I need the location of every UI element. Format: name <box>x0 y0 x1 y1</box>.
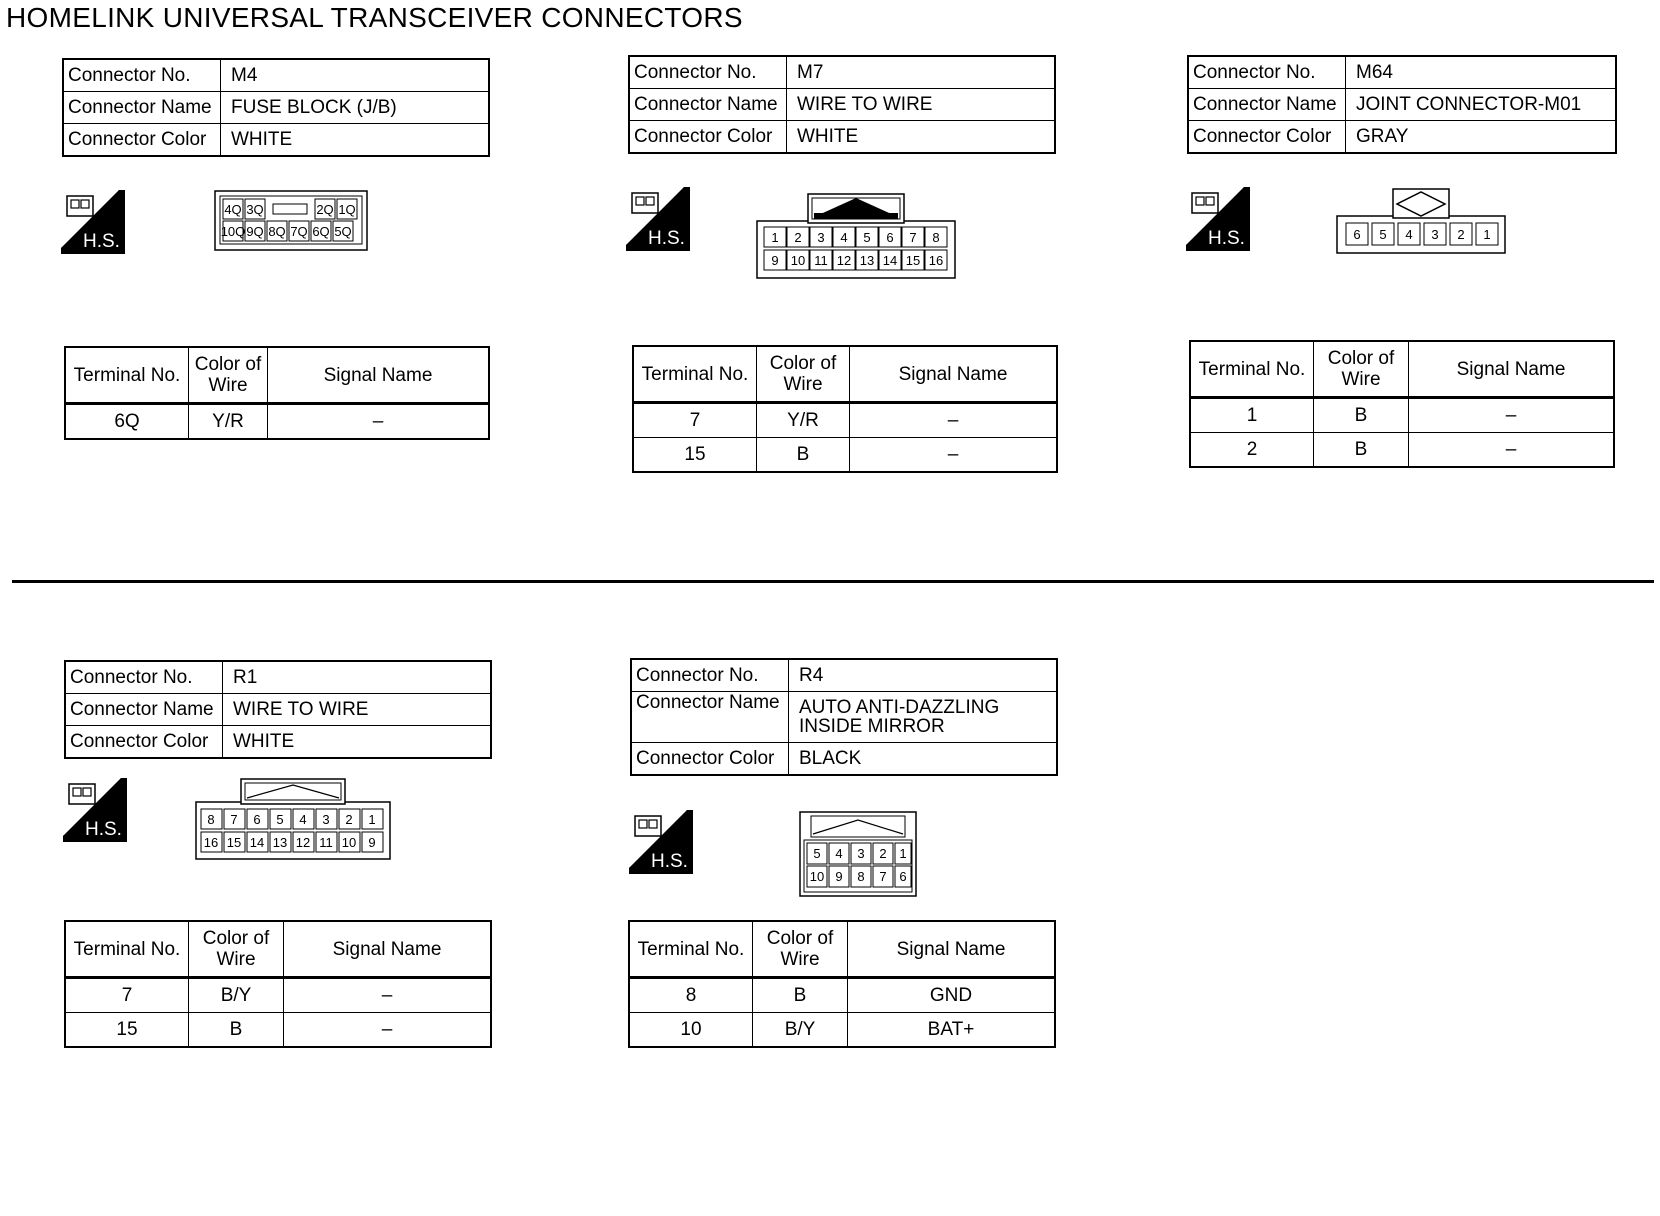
wire-color-header: Color of Wire <box>757 346 850 403</box>
terminal-table <box>64 920 492 1048</box>
connector-info-table <box>628 55 1056 154</box>
pin-label: 14 <box>249 835 265 850</box>
signal-name-cell: – <box>268 404 490 440</box>
terminal-no-cell: 7 <box>633 403 757 438</box>
pin-label: 1 <box>1483 227 1491 242</box>
signal-name-cell: – <box>1409 398 1615 433</box>
pin-label: 4 <box>835 846 843 861</box>
wire-color-cell: B/Y <box>189 978 284 1013</box>
pin-label: 9 <box>771 253 779 268</box>
connector-no-value: R1 <box>223 661 492 694</box>
terminal-no-cell: 1 <box>1190 398 1314 433</box>
connector-name-label: Connector Name <box>631 692 789 743</box>
wire-color-cell: B <box>757 438 850 473</box>
table-row <box>633 403 1057 438</box>
connector-face-diagram <box>1336 187 1508 255</box>
pin-label: 2 <box>1457 227 1465 242</box>
signal-name-cell: BAT+ <box>848 1013 1056 1048</box>
table-row <box>1190 398 1614 433</box>
connector-face-diagram <box>195 777 393 861</box>
pin-label: 4Q <box>224 202 242 217</box>
pin-label: 10Q <box>220 224 246 239</box>
pin-label: 11 <box>814 253 828 268</box>
connector-name-value: WIRE TO WIRE <box>787 89 1056 121</box>
pin-label: 8 <box>207 812 215 827</box>
connector-info-table <box>630 658 1058 776</box>
connector-color-label: Connector Color <box>63 124 221 157</box>
pin-label: 10 <box>809 869 825 884</box>
pin-label: 2 <box>794 230 802 245</box>
connector-name-value: WIRE TO WIRE <box>223 694 492 726</box>
pin-label: 1 <box>771 230 779 245</box>
pin-label: 3 <box>322 812 330 827</box>
connector-name-value: AUTO ANTI-DAZZLING INSIDE MIRROR <box>789 692 1058 743</box>
connector-no-value: M7 <box>787 56 1056 89</box>
wire-color-cell: B <box>189 1013 284 1048</box>
connector-name-label: Connector Name <box>63 92 221 124</box>
connector-name-label: Connector Name <box>629 89 787 121</box>
connector-face-diagram <box>799 810 919 898</box>
terminal-no-cell: 10 <box>629 1013 753 1048</box>
signal-name-header: Signal Name <box>850 346 1058 403</box>
pin-label: 4 <box>840 230 848 245</box>
pin-label: 8Q <box>268 224 286 239</box>
table-row <box>633 438 1057 473</box>
pin-label: 3 <box>817 230 825 245</box>
wire-color-header: Color of Wire <box>189 921 284 978</box>
pin-label: 5 <box>863 230 871 245</box>
connector-color-label: Connector Color <box>65 726 223 759</box>
hs-label: H.S. <box>1208 228 1245 249</box>
wire-color-cell: Y/R <box>757 403 850 438</box>
pin-label: 16 <box>928 253 944 268</box>
pin-label: 3 <box>857 846 865 861</box>
pin-label: 2Q <box>316 202 334 217</box>
wire-color-header: Color of Wire <box>1314 341 1409 398</box>
section-divider <box>12 580 1654 583</box>
terminal-table <box>632 345 1058 473</box>
wire-color-cell: B <box>753 978 848 1013</box>
signal-name-cell: – <box>284 978 492 1013</box>
connector-color-label: Connector Color <box>1188 121 1346 154</box>
connector-info-table <box>64 660 492 759</box>
pin-label: 15 <box>905 253 921 268</box>
pin-label: 12 <box>836 253 852 268</box>
signal-name-cell: – <box>850 438 1058 473</box>
connector-no-value: M4 <box>221 59 490 92</box>
pin-label: 10 <box>341 835 357 850</box>
hs-harness-side-icon <box>626 187 690 251</box>
terminal-no-cell: 15 <box>633 438 757 473</box>
wire-color-cell: Y/R <box>189 404 268 440</box>
pin-label: 6 <box>253 812 261 827</box>
pin-label: 6 <box>1353 227 1361 242</box>
pin-label: 8 <box>932 230 940 245</box>
connector-info-table <box>1187 55 1617 154</box>
terminal-no-cell: 7 <box>65 978 189 1013</box>
pin-label: 5 <box>813 846 821 861</box>
table-row <box>65 1013 491 1048</box>
hs-label: H.S. <box>83 231 120 252</box>
terminal-table <box>1189 340 1615 468</box>
pin-label: 13 <box>272 835 288 850</box>
hs-label: H.S. <box>85 819 122 840</box>
connector-face-diagram <box>756 192 958 280</box>
signal-name-cell: GND <box>848 978 1056 1013</box>
pin-label: 7 <box>909 230 917 245</box>
pin-label: 10 <box>790 253 806 268</box>
signal-name-cell: – <box>1409 433 1615 468</box>
page-title: HOMELINK UNIVERSAL TRANSCEIVER CONNECTORS <box>6 2 743 33</box>
connector-no-label: Connector No. <box>631 659 789 692</box>
connector-color-label: Connector Color <box>631 743 789 776</box>
signal-name-header: Signal Name <box>284 921 492 978</box>
connector-color-value: WHITE <box>223 726 492 759</box>
pin-label: 5Q <box>334 224 352 239</box>
pin-label: 9 <box>368 835 376 850</box>
pin-label: 1Q <box>338 202 356 217</box>
terminal-no-header: Terminal No. <box>633 346 757 403</box>
terminal-no-cell: 15 <box>65 1013 189 1048</box>
connector-color-value: GRAY <box>1346 121 1617 154</box>
signal-name-header: Signal Name <box>1409 341 1615 398</box>
pin-label: 6 <box>899 869 907 884</box>
pin-label: 7Q <box>290 224 308 239</box>
table-row <box>629 978 1055 1013</box>
terminal-table <box>628 920 1056 1048</box>
pin-label: 12 <box>295 835 311 850</box>
pin-label: 14 <box>882 253 898 268</box>
pin-label: 4 <box>1405 227 1413 242</box>
hs-label: H.S. <box>648 228 685 249</box>
connector-no-label: Connector No. <box>65 661 223 694</box>
pin-label: 7 <box>879 869 887 884</box>
pin-label: 5 <box>276 812 284 827</box>
pin-label: 8 <box>857 869 865 884</box>
pin-label: 1 <box>368 812 376 827</box>
terminal-no-cell: 8 <box>629 978 753 1013</box>
hs-harness-side-icon <box>63 778 127 842</box>
pin-label: 1 <box>899 846 907 861</box>
pin-label: 2 <box>879 846 887 861</box>
connector-no-label: Connector No. <box>63 59 221 92</box>
signal-name-header: Signal Name <box>848 921 1056 978</box>
hs-harness-side-icon <box>629 810 693 874</box>
terminal-no-header: Terminal No. <box>629 921 753 978</box>
connector-name-value: JOINT CONNECTOR-M01 <box>1346 89 1617 121</box>
pin-label: 5 <box>1379 227 1387 242</box>
terminal-no-header: Terminal No. <box>65 347 189 404</box>
pin-label: 7 <box>230 812 238 827</box>
pin-label: 9 <box>835 869 843 884</box>
table-row <box>65 978 491 1013</box>
pin-label: 16 <box>203 835 219 850</box>
terminal-no-cell: 2 <box>1190 433 1314 468</box>
wire-color-header: Color of Wire <box>753 921 848 978</box>
pin-label: 3Q <box>246 202 264 217</box>
table-row <box>629 1013 1055 1048</box>
wire-color-cell: B <box>1314 433 1409 468</box>
connector-no-label: Connector No. <box>1188 56 1346 89</box>
connector-color-value: WHITE <box>787 121 1056 154</box>
wire-color-cell: B <box>1314 398 1409 433</box>
wire-color-cell: B/Y <box>753 1013 848 1048</box>
connector-no-value: M64 <box>1346 56 1617 89</box>
signal-name-cell: – <box>284 1013 492 1048</box>
terminal-no-header: Terminal No. <box>65 921 189 978</box>
pin-label: 15 <box>226 835 242 850</box>
connector-color-value: WHITE <box>221 124 490 157</box>
pin-label: 9Q <box>246 224 264 239</box>
pin-label: 2 <box>345 812 353 827</box>
signal-name-header: Signal Name <box>268 347 490 404</box>
pin-label: 13 <box>859 253 875 268</box>
connector-no-label: Connector No. <box>629 56 787 89</box>
connector-color-label: Connector Color <box>629 121 787 154</box>
connector-name-label: Connector Name <box>1188 89 1346 121</box>
connector-name-value: FUSE BLOCK (J/B) <box>221 92 490 124</box>
signal-name-cell: – <box>850 403 1058 438</box>
hs-harness-side-icon <box>1186 187 1250 251</box>
connector-name-label: Connector Name <box>65 694 223 726</box>
wire-color-header: Color of Wire <box>189 347 268 404</box>
pin-label: 4 <box>299 812 307 827</box>
connector-no-value: R4 <box>789 659 1058 692</box>
pin-label: 6Q <box>312 224 330 239</box>
pin-label: 6 <box>886 230 894 245</box>
terminal-no-header: Terminal No. <box>1190 341 1314 398</box>
hs-label: H.S. <box>651 851 688 872</box>
terminal-no-cell: 6Q <box>65 404 189 440</box>
connector-color-value: BLACK <box>789 743 1058 776</box>
table-row <box>1190 433 1614 468</box>
pin-label: 11 <box>319 835 333 850</box>
pin-label: 3 <box>1431 227 1439 242</box>
